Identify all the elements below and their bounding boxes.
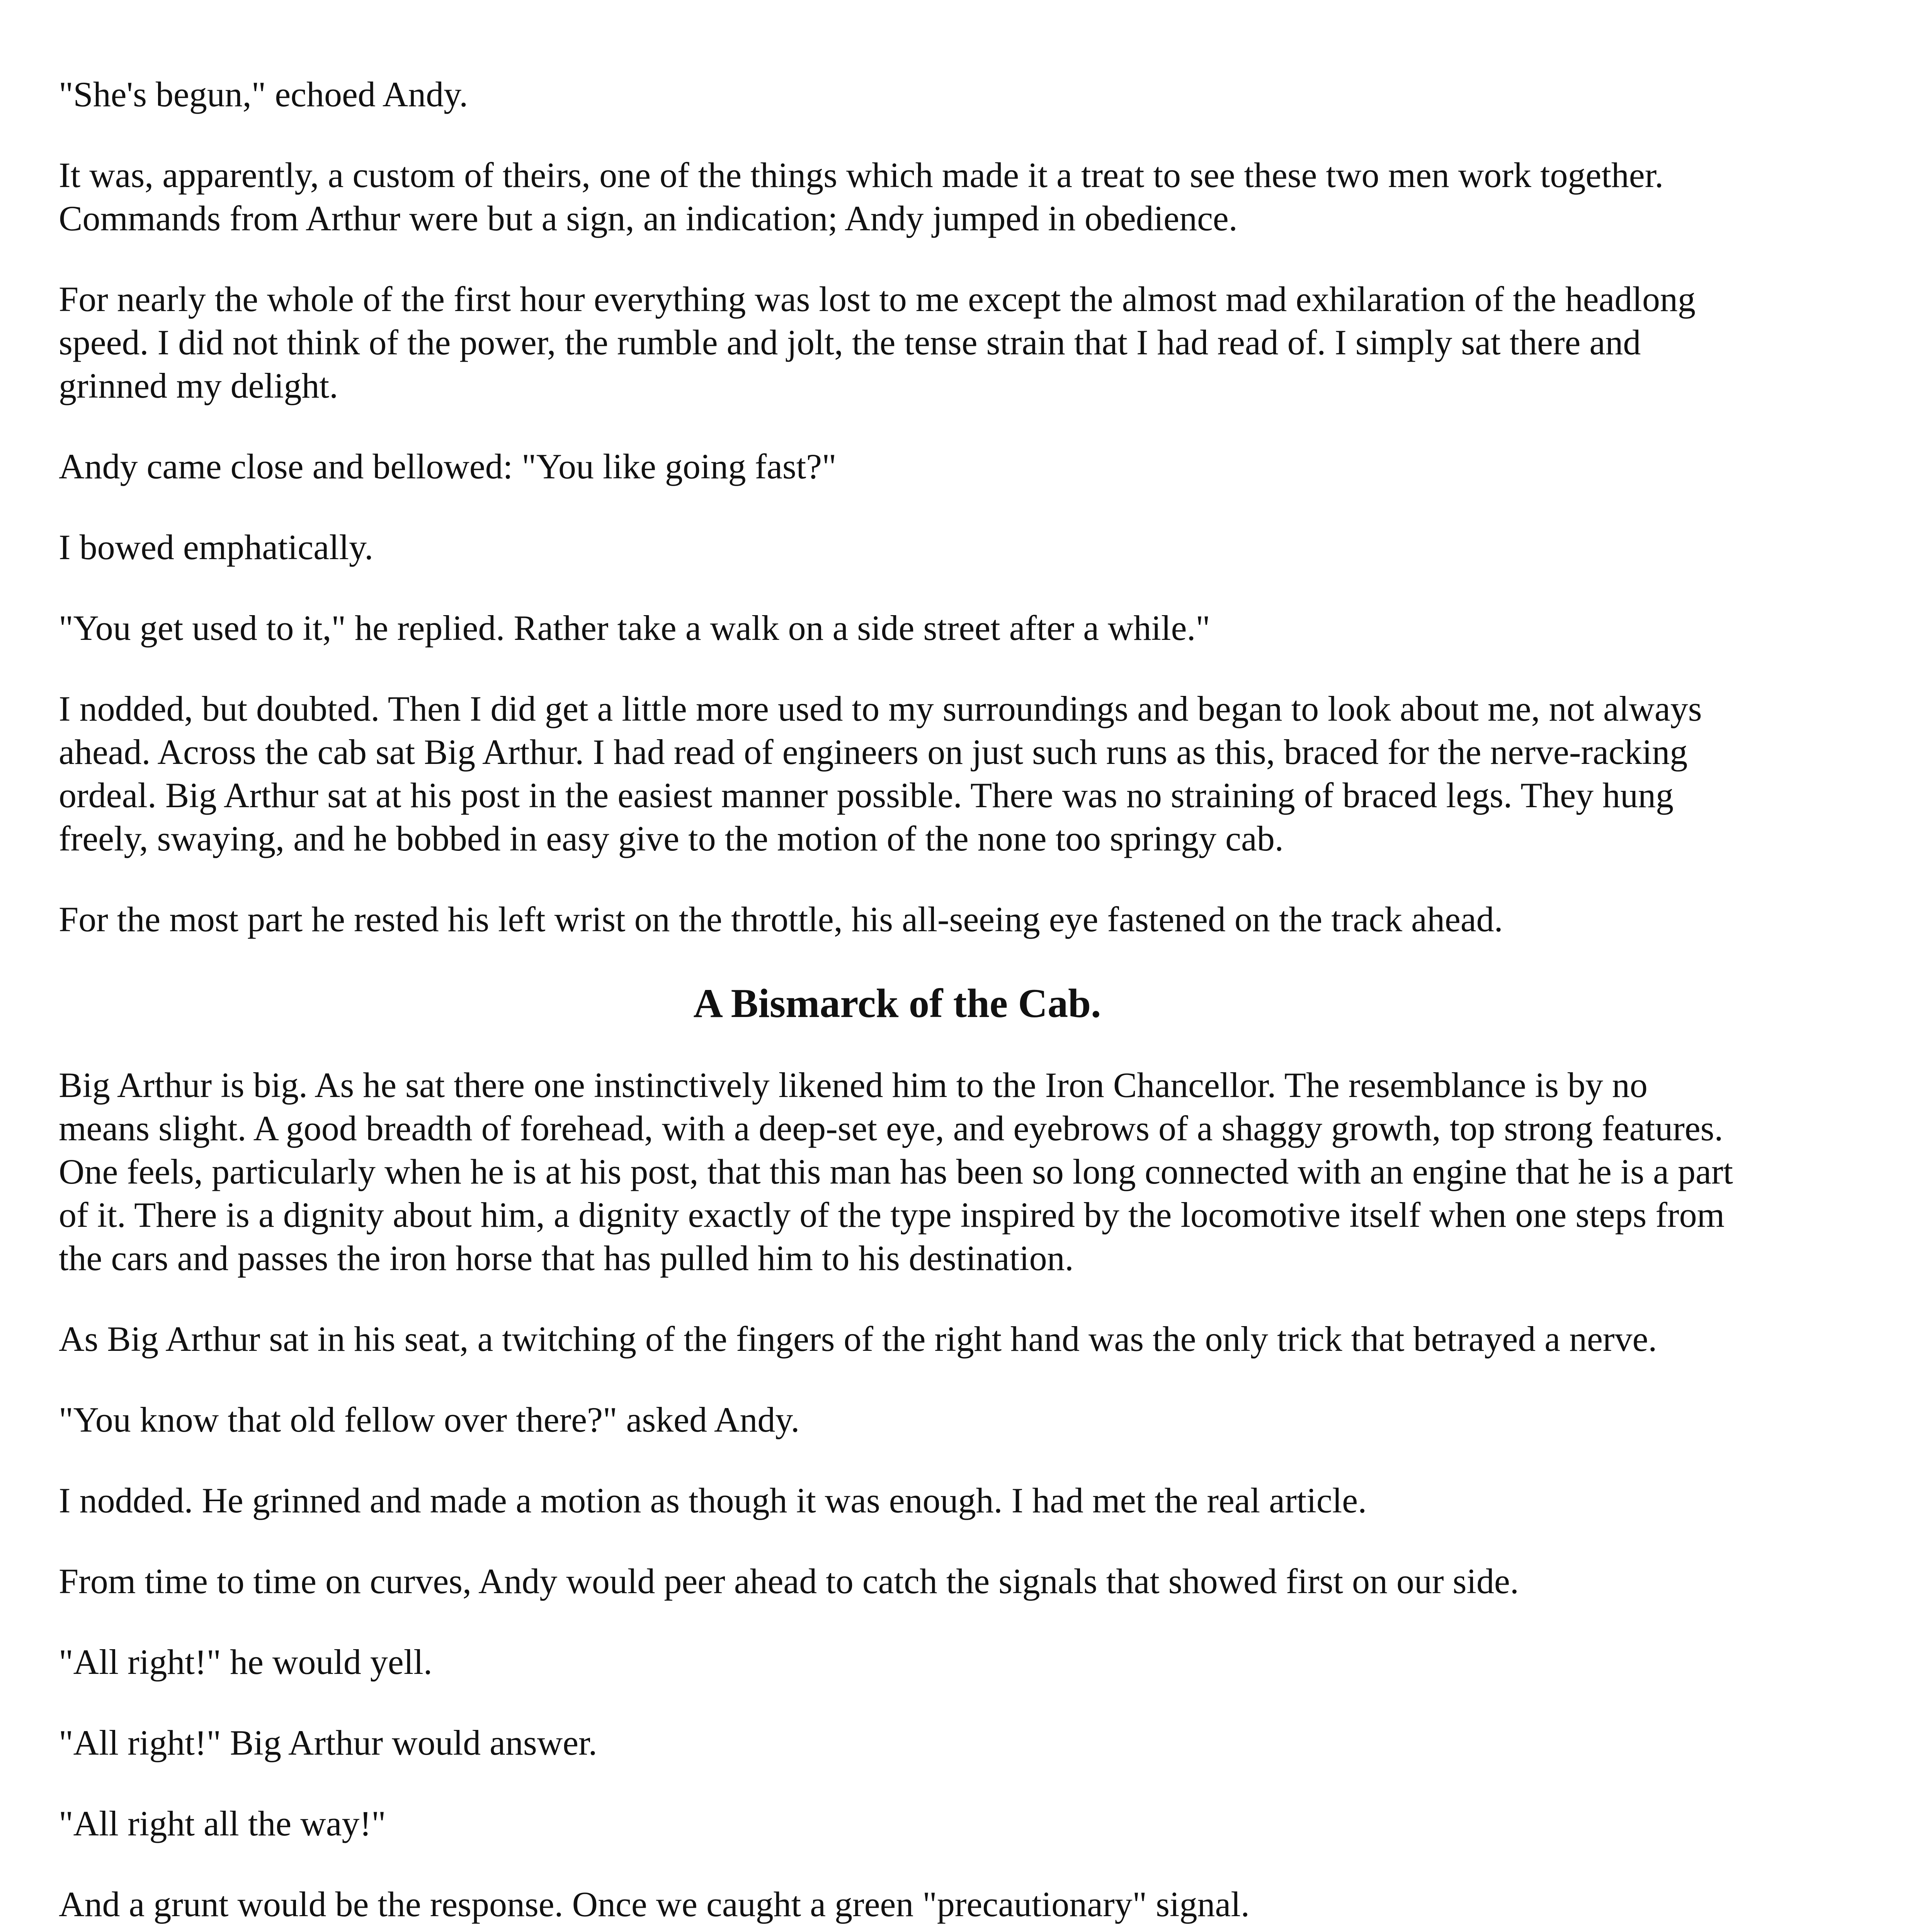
paragraph: I bowed emphatically. (59, 527, 374, 567)
paragraph: Andy came close and bellowed: "You like going fast?" (59, 447, 837, 486)
paragraph: Big Arthur is big. As he sat there one instinctively likened him to the Iron Chancellor. The resemblance is by no means slight. A good breadth of forehead, with a deep-set eye, and eyebrows of a shaggy growth, top strong features. One feels, particularly when he is at his post, that this man has been so long connected with an engine that he is a part of it. There is a dignity about him, a dignity exactly of the type inspired by the locomotive itself when one steps from the cars and passes the iron horse that has pulled him to his destination. (59, 1065, 1733, 1278)
paragraph: As Big Arthur sat in his seat, a twitching of the fingers of the right hand was the only trick that betrayed a nerve. (59, 1319, 1657, 1359)
paragraph: "You know that old fellow over there?" asked Andy. (59, 1400, 800, 1439)
section-heading: A Bismarck of the Cab. (693, 981, 1101, 1026)
paragraph: And a grunt would be the response. Once we caught a green "precautionary" signal. (59, 1884, 1250, 1924)
paragraph: For nearly the whole of the first hour everything was lost to me except the almost mad exhilaration of the headlong speed. I did not think of the power, the rumble and jolt, the tense strain that I had read of. I simply sat there and grinned my delight. (59, 279, 1696, 405)
paragraph: "All right all the way!" (59, 1804, 386, 1843)
paragraph: "You get used to it," he replied. Rather take a walk on a side street after a while." (59, 608, 1210, 648)
paragraph: It was, apparently, a custom of theirs, one of the things which made it a treat to see these two men work together. Commands from Arthur were but a sign, an indication; Andy jumped in obedience. (59, 155, 1664, 238)
text-column (59, 73, 1736, 1932)
paragraph: "She's begun," echoed Andy. (59, 75, 468, 114)
paragraph: "All right!" he would yell. (59, 1642, 432, 1682)
paragraph: For the most part he rested his left wrist on the throttle, his all-seeing eye fastened on the track ahead. (59, 900, 1503, 939)
paragraph: From time to time on curves, Andy would peer ahead to catch the signals that showed first on our side. (59, 1561, 1519, 1601)
paragraph: "All right!" Big Arthur would answer. (59, 1723, 597, 1762)
paragraph: I nodded, but doubted. Then I did get a little more used to my surroundings and began to look about me, not always ahead. Across the cab sat Big Arthur. I had read of engineers on just such runs as this, braced for the nerve-racking ordeal. Big Arthur sat at his post in the easiest manner possible. There was no straining of braced legs. They hung freely, swaying, and he bobbed in easy give to the motion of the none too springy cab. (59, 689, 1702, 858)
paragraph: I nodded. He grinned and made a motion as though it was enough. I had met the real article. (59, 1481, 1367, 1520)
